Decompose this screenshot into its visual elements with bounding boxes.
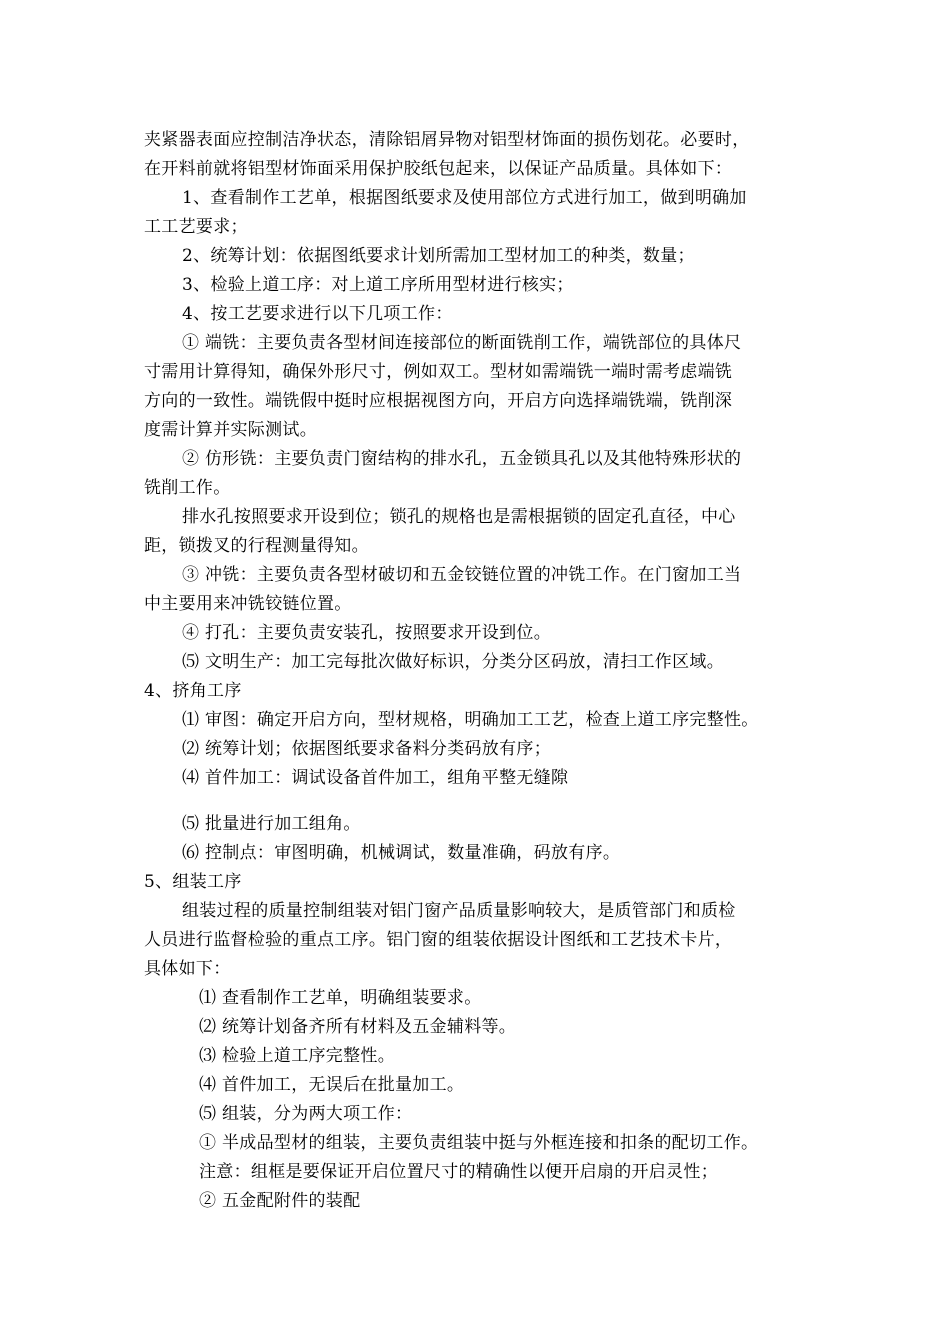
list-item-line: ① 端铣：主要负责各型材间连接部位的断面铣削工作，端铣部位的具体尺 <box>182 333 742 353</box>
paragraph-line: 夹紧器表面应控制洁净状态，清除铝屑异物对铝型材饰面的损伤划花。必要时， <box>144 130 750 150</box>
paragraph-line: 人员进行监督检验的重点工序。铝门窗的组装依据设计图纸和工艺技术卡片， <box>144 930 733 950</box>
list-item-line: ① 半成品型材的组装，主要负责组装中挺与外框连接和扣条的配切工作。 <box>199 1133 759 1153</box>
paragraph-line: 组装过程的质量控制组装对铝门窗产品质量影响较大，是质管部门和质检 <box>182 901 736 921</box>
list-item-line: ⑷ 首件加工，无误后在批量加工。 <box>199 1075 465 1095</box>
list-item-line: ⑹ 控制点：审图明确，机械调试，数量准确，码放有序。 <box>182 843 621 863</box>
paragraph-line: 寸需用计算得知，确保外形尺寸，例如双工。型材如需端铣一端时需考虑端铣 <box>144 362 733 382</box>
paragraph-line: 铣削工作。 <box>144 478 231 498</box>
list-item-line: ⑷ 首件加工：调试设备首件加工，组角平整无缝隙 <box>182 768 569 788</box>
list-item-line: ⑸ 文明生产：加工完每批次做好标识，分类分区码放，清扫工作区域。 <box>182 652 725 672</box>
list-item-line: ⑵ 统筹计划；依据图纸要求备料分类码放有序； <box>182 739 552 759</box>
list-item-line: ② 仿形铣：主要负责门窗结构的排水孔，五金锁具孔以及其他特殊形状的 <box>182 449 742 469</box>
list-item-line: 工工艺要求； <box>144 217 248 237</box>
list-item-line: ⑵ 统筹计划备齐所有材料及五金辅料等。 <box>199 1017 517 1037</box>
list-item-line: ⑸ 组装，分为两大项工作： <box>199 1104 413 1124</box>
section-heading: 5、组装工序 <box>144 872 242 892</box>
list-item-line: ⑴ 审图：确定开启方向，型材规格，明确加工工艺，检查上道工序完整性。 <box>182 710 759 730</box>
paragraph-line: 具体如下： <box>144 959 231 979</box>
list-item-line: ⑴ 查看制作工艺单，明确组装要求。 <box>199 988 482 1008</box>
paragraph-line: 度需计算并实际测试。 <box>144 420 317 440</box>
list-item-line: ③ 冲铣：主要负责各型材破切和五金铰链位置的冲铣工作。在门窗加工当 <box>182 565 742 585</box>
paragraph-line: 距，锁拨叉的行程测量得知。 <box>144 536 369 556</box>
list-item-line: 1、查看制作工艺单，根据图纸要求及使用部位方式进行加工，做到明确加 <box>182 188 747 208</box>
paragraph-line: 中主要用来冲铣铰链位置。 <box>144 594 352 614</box>
list-item-line: 4、按工艺要求进行以下几项工作： <box>182 304 453 324</box>
list-item-line: 2、统筹计划：依据图纸要求计划所需加工型材加工的种类，数量； <box>182 246 695 266</box>
list-item-line: ⑶ 检验上道工序完整性。 <box>199 1046 396 1066</box>
list-item-line: ④ 打孔：主要负责安装孔，按照要求开设到位。 <box>182 623 552 643</box>
note-line: 注意：组框是要保证开启位置尺寸的精确性以便开启扇的开启灵性； <box>199 1162 718 1182</box>
paragraph-line: 在开料前就将铝型材饰面采用保护胶纸包起来，以保证产品质量。具体如下： <box>144 159 733 179</box>
section-heading: 4、挤角工序 <box>144 681 242 701</box>
list-item-line: ⑸ 批量进行加工组角。 <box>182 814 361 834</box>
paragraph-line: 排水孔按照要求开设到位；锁孔的规格也是需根据锁的固定孔直径，中心 <box>182 507 736 527</box>
list-item-line: 3、检验上道工序：对上道工序所用型材进行核实； <box>182 275 574 295</box>
list-item-line: ② 五金配附件的装配 <box>199 1191 361 1211</box>
paragraph-line: 方向的一致性。端铣假中挺时应根据视图方向，开启方向选择端铣端，铣削深 <box>144 391 733 411</box>
